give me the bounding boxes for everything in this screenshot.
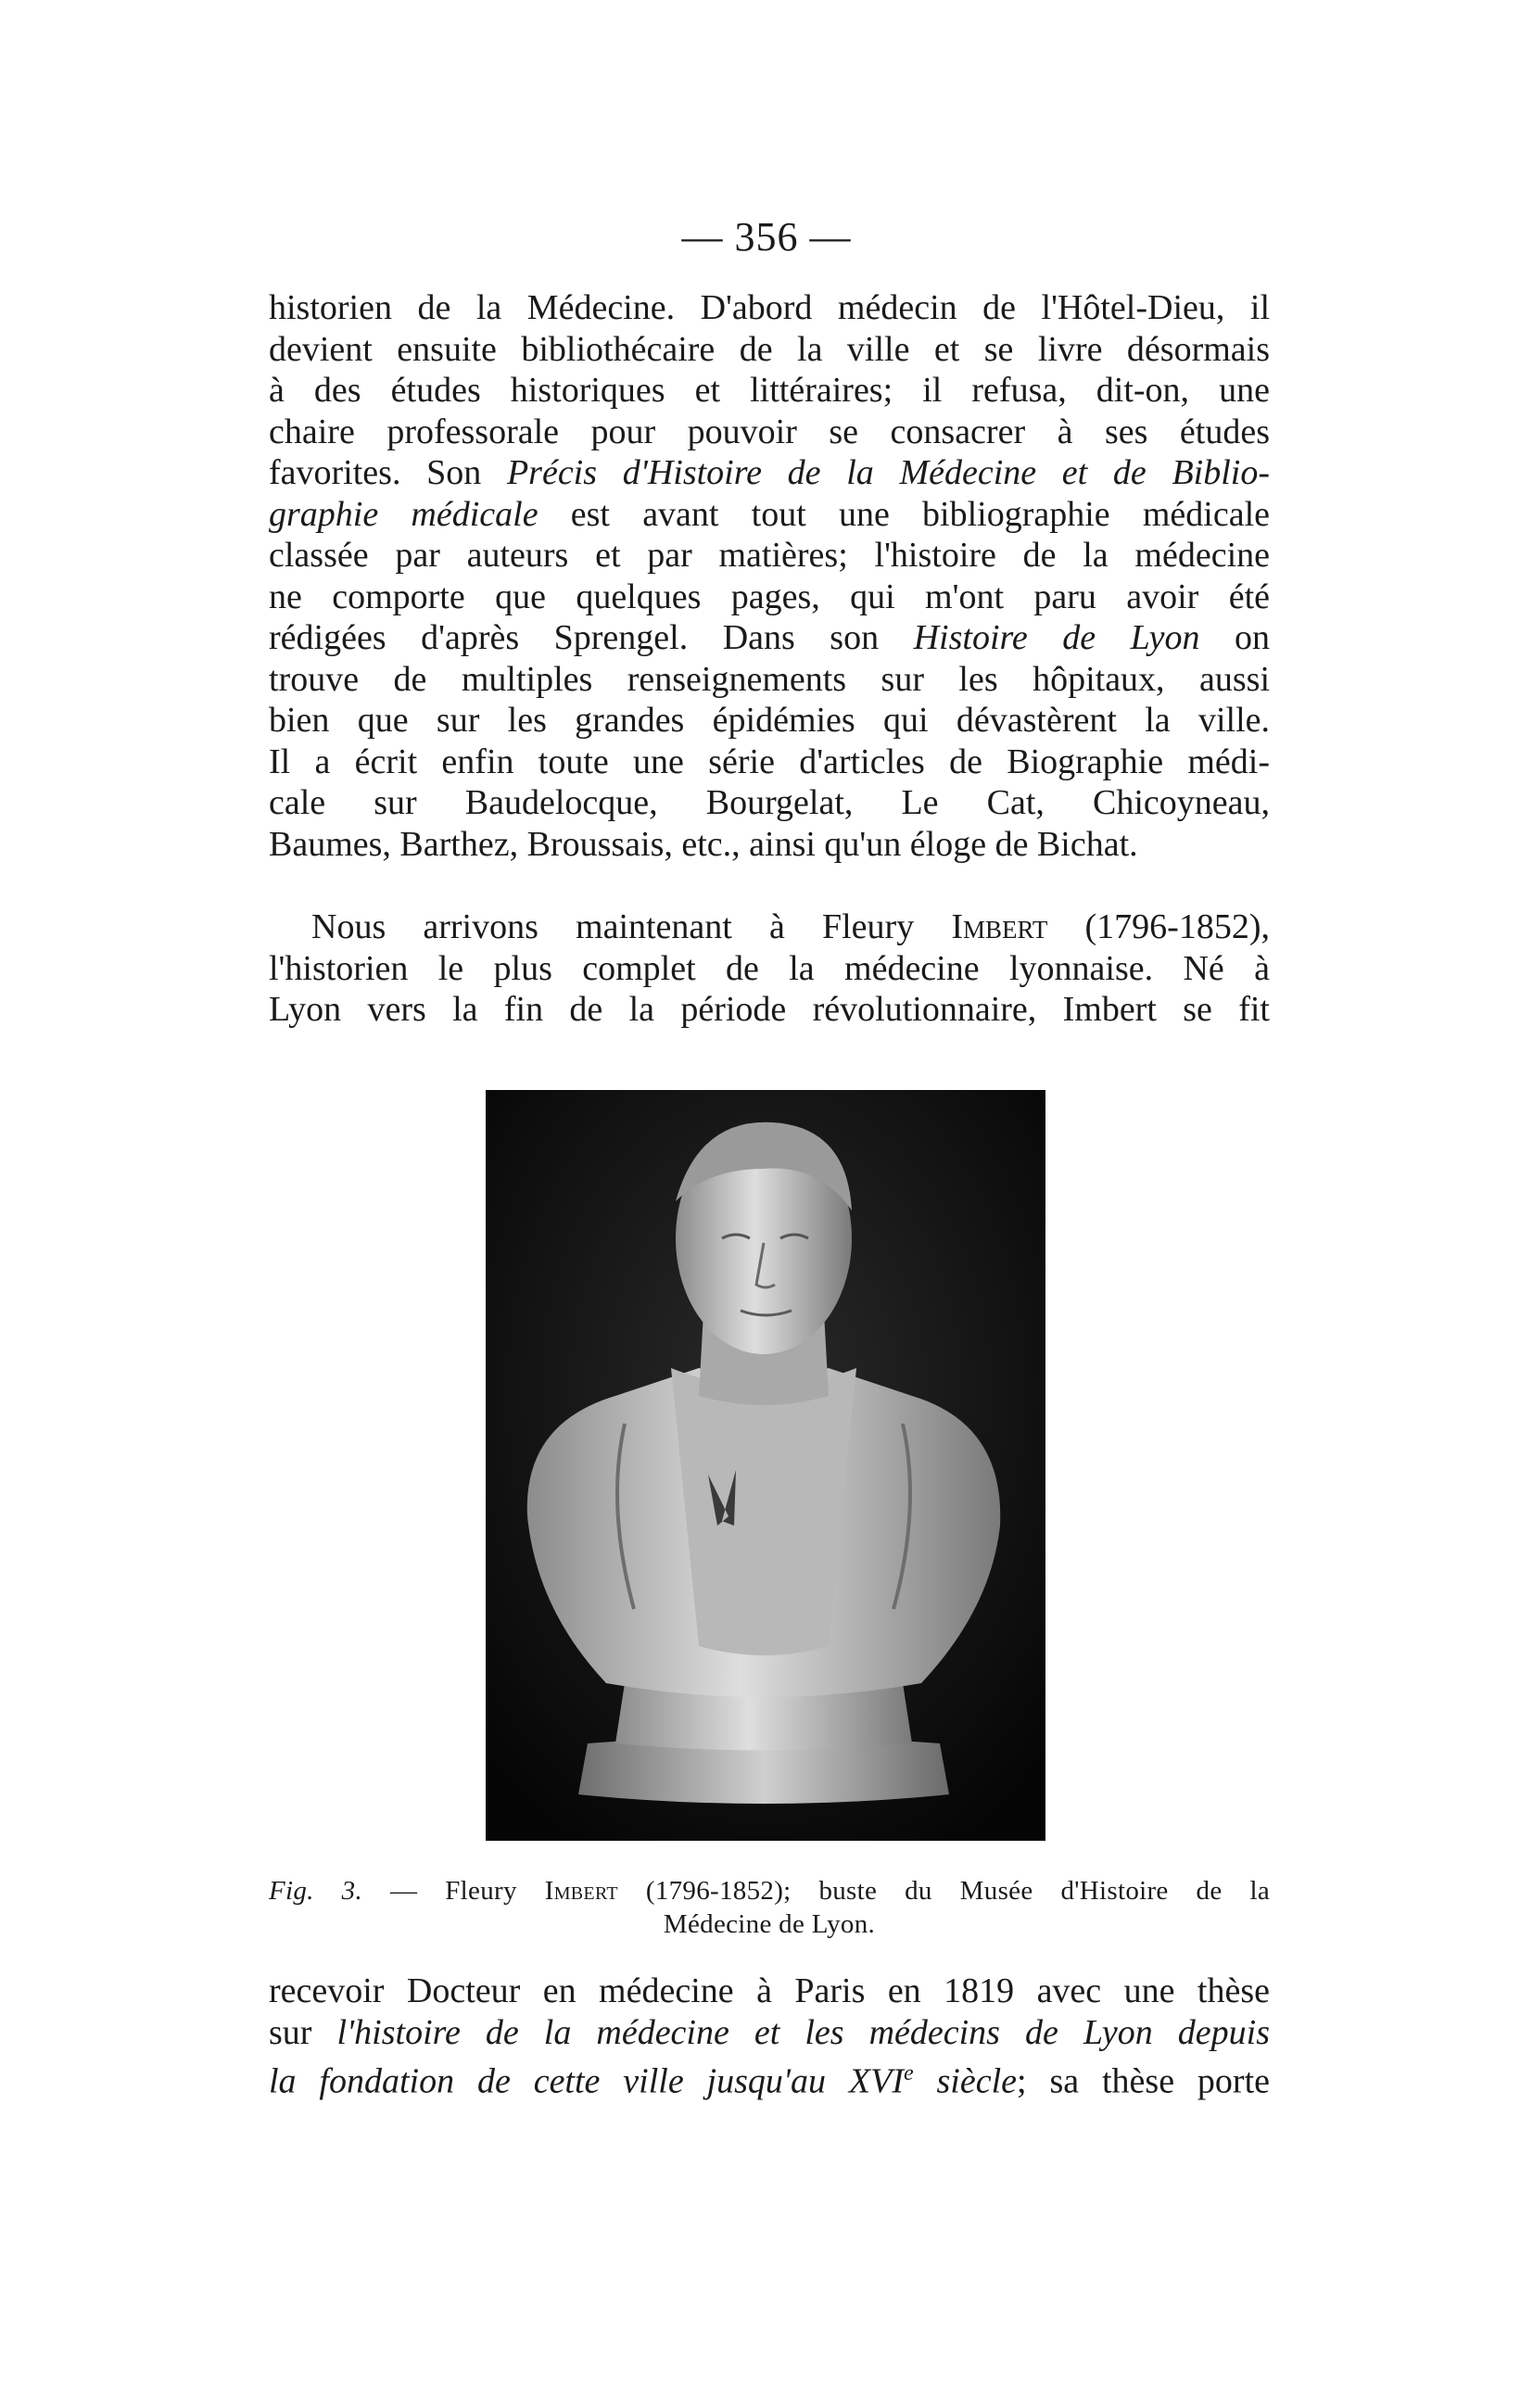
text-line: trouve de multiples renseignements sur les hôpitaux, aussi — [269, 659, 1270, 699]
text-line: cale sur Baudelocque, Bourgelat, Le Cat, Chicoyneau, — [269, 783, 1270, 822]
text-line: Il a écrit enfin toute une série d'articles de Biographie médi- — [269, 741, 1270, 781]
text-run: on — [1235, 618, 1271, 657]
text-line: chaire professorale pour pouvoir se consacrer à ses études — [269, 412, 1270, 451]
paragraph-1 — [269, 287, 1270, 865]
thesis-title-end: siècle — [936, 2061, 1018, 2101]
text-run: rédigées d'après Sprengel. Dans son — [269, 618, 880, 657]
text-run: (1796-1852), — [1084, 907, 1270, 946]
text-line — [269, 494, 1270, 536]
text-line: bien que sur les grandes épidémies qui dévastèrent la ville. — [269, 701, 1270, 740]
caption-text: (1796-1852); buste du Musée d'Histoire de la — [645, 1876, 1271, 1906]
text-line: Baumes, Barthez, Broussais, etc., ainsi qu'un éloge de Bichat. — [269, 824, 1138, 864]
thesis-title-cont: la fondation de cette ville jusqu'au XVI — [269, 2061, 904, 2101]
text-run: Nous arrivons maintenant à Fleury — [311, 907, 915, 946]
book-title-precis-cont: graphie médicale — [269, 494, 538, 534]
caption-line-2: Médecine de Lyon. — [663, 1909, 876, 1939]
text-line — [269, 617, 1270, 659]
book-title-histoire-lyon: Histoire de Lyon — [913, 618, 1200, 657]
paragraph-3 — [269, 1971, 1271, 2101]
text-line: historien de la Médecine. D'abord médecin de l'Hôtel-Dieu, il — [269, 288, 1270, 327]
text-line — [269, 2012, 1270, 2054]
thesis-title: l'histoire de la médecine et les médecins de Lyon depuis — [336, 2012, 1270, 2052]
text-line: devient ensuite bibliothécaire de la ville et se livre désormais — [269, 329, 1270, 369]
person-name-imbert: Imbert — [951, 907, 1048, 946]
bust-illustration — [486, 1090, 1045, 1841]
caption-name: Imbert — [544, 1876, 618, 1906]
bust-cravat — [671, 1368, 856, 1655]
text-line — [269, 2053, 1271, 2101]
text-run: sur — [269, 2012, 312, 2052]
paragraph-2 — [269, 906, 1270, 1031]
text-line: Lyon vers la fin de la période révolutionnaire, Imbert se fit — [269, 990, 1270, 1029]
text-run: ; sa thèse porte — [1017, 2061, 1271, 2101]
caption-label: Fig. 3. — [269, 1876, 363, 1906]
figure-caption — [269, 1874, 1270, 1941]
text-line: ne comporte que quelques pages, qui m'ont paru avoir été — [269, 577, 1270, 616]
text-line: l'historien le plus complet de la médecine lyonnaise. Né à — [269, 948, 1270, 988]
text-line: classée par auteurs et par matières; l'histoire de la médecine — [269, 536, 1270, 575]
caption-text: — Fleury — [390, 1876, 517, 1906]
page-number: — 356 — — [681, 214, 852, 260]
text-line — [269, 452, 1270, 494]
text-line: recevoir Docteur en médecine à Paris en 1819 avec une thèse — [269, 1971, 1270, 2010]
superscript: e — [903, 2061, 914, 2085]
book-title-precis: Précis d'Histoire de la Médecine et de Biblio- — [506, 453, 1270, 492]
text-run: favorites. Son — [269, 453, 482, 492]
text-line — [269, 906, 1270, 948]
text-line: à des études historiques et littéraires; il refusa, dit-on, une — [269, 371, 1270, 410]
bust-photograph — [486, 1090, 1045, 1841]
text-run: est avant tout une bibliographie médicale — [570, 494, 1271, 534]
